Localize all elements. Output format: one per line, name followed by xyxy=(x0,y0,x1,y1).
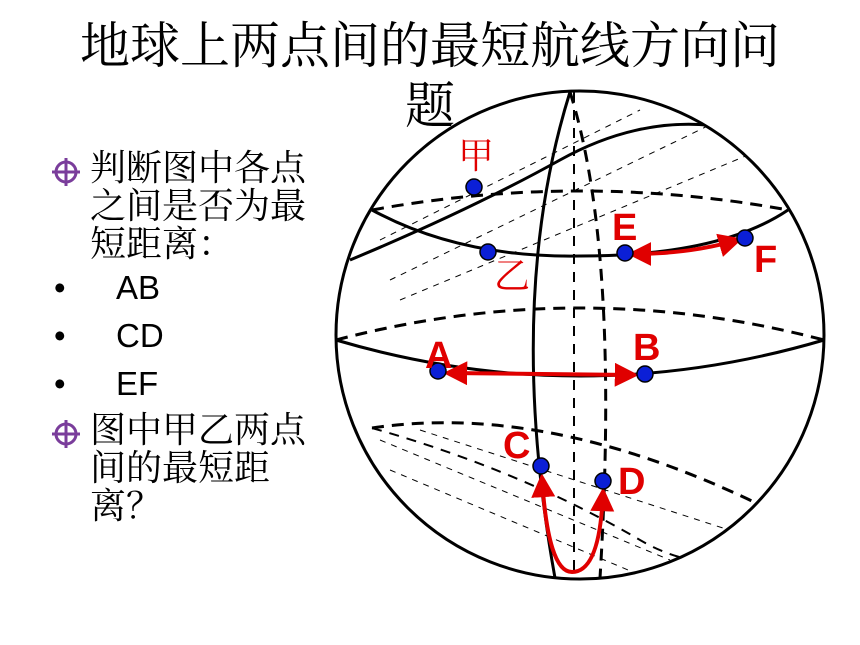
title-line-2: 题 xyxy=(405,77,455,135)
point-c xyxy=(533,458,549,474)
sub-item-cd: • CD xyxy=(54,317,164,354)
globe-diagram xyxy=(330,88,830,588)
sub-item-label: EF xyxy=(116,365,159,402)
label-a: A xyxy=(425,335,453,377)
upper-latitude-back xyxy=(372,191,788,210)
lower-hatching xyxy=(380,430,760,575)
crosshair-bullet-icon xyxy=(50,418,82,450)
sphere-outline xyxy=(336,91,824,579)
question-1-text: 判断图中各点之间是否为最短距离： xyxy=(90,148,307,265)
label-yi: 乙 xyxy=(494,256,531,297)
equator-front xyxy=(336,340,824,376)
bullet-question-2 xyxy=(46,412,306,526)
point-f xyxy=(737,230,753,246)
point-d xyxy=(595,473,611,489)
sub-item-ab: • AB xyxy=(54,269,161,306)
bullet-list xyxy=(46,150,306,526)
sub-item-label: CD xyxy=(116,317,164,354)
crosshair-bullet-icon xyxy=(50,156,82,188)
sub-item-ef: • EF xyxy=(54,365,159,402)
label-jia: 甲 xyxy=(458,136,495,177)
bullet-question-1 xyxy=(46,150,306,264)
label-f: F xyxy=(754,239,778,281)
point-jia xyxy=(466,179,482,195)
equator-back xyxy=(336,308,824,340)
question-2-text: 图中甲乙两点间的最短距离？ xyxy=(90,410,307,527)
arrow-ab xyxy=(448,373,634,375)
label-d: D xyxy=(618,461,646,503)
upper-latitude-front xyxy=(372,210,788,256)
label-e: E xyxy=(612,207,638,249)
lower-latitude-back xyxy=(372,423,790,520)
lower-latitude-front xyxy=(372,428,760,562)
label-c: C xyxy=(503,425,531,467)
label-b: B xyxy=(633,327,661,369)
sub-item-label: AB xyxy=(116,269,161,306)
title-line-1: 地球上两点间的最短航线方向问 xyxy=(80,17,780,75)
